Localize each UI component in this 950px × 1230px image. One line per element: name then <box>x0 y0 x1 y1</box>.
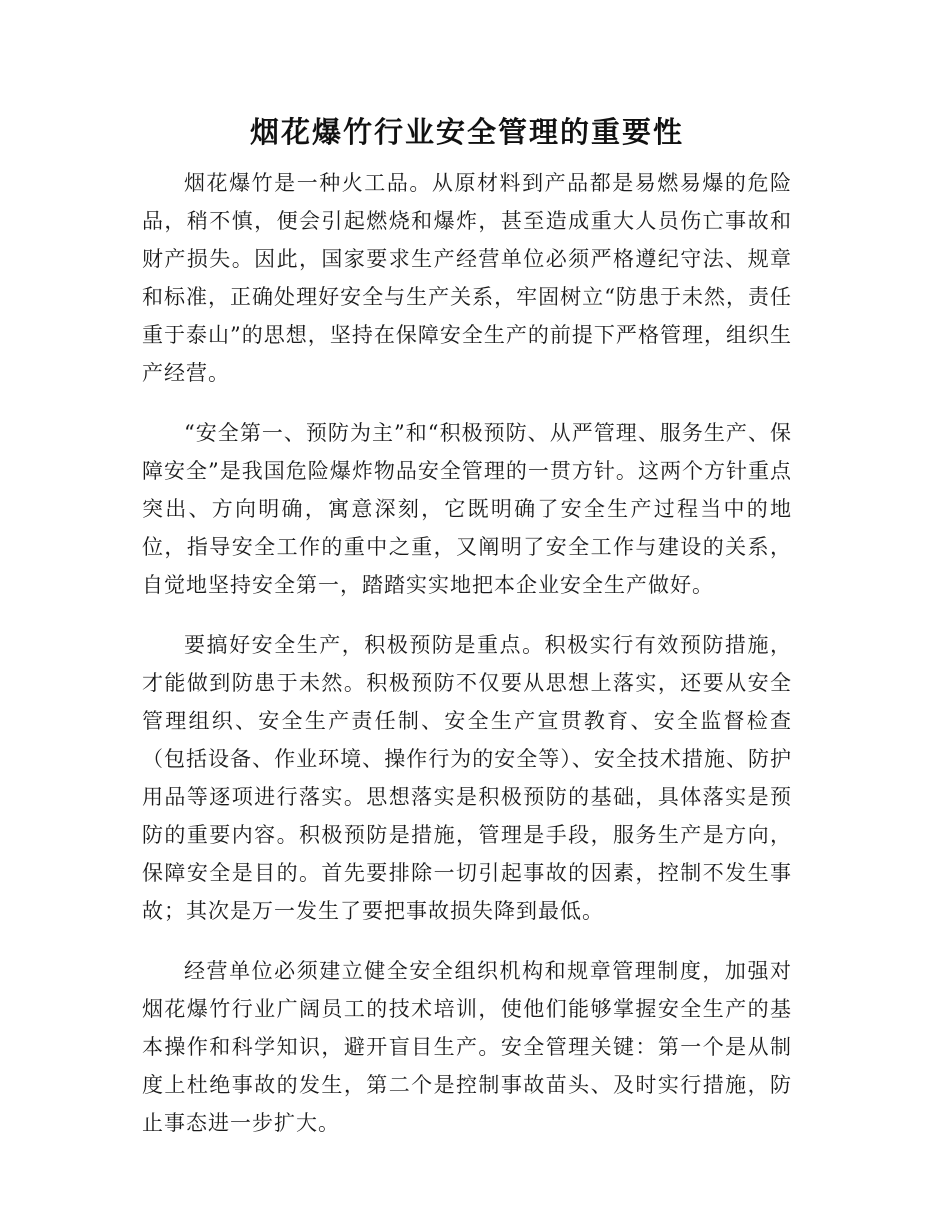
paragraph-3: 要搞好安全生产，积极预防是重点。积极实行有效预防措施，才能做到防患于未然。积极预防不仅要从思想上落实，还要从安全管理组织、安全生产责任制、安全生产宣贯教育、安全监督检查（包括设备、作业环境、操作行为的安全等）、安全技术措施、防护用品等逐项进行落实。思想落实是积极预防的基础，具体落实是预防的重要内容。积极预防是措施，管理是手段，服务生产是方向，保障安全是目的。首先要排除一切引起事故的因素，控制不发生事故；其次是万一发生了要把事故损失降到最低。 <box>142 633 792 923</box>
paragraph-4: 经营单位必须建立健全安全组织机构和规章管理制度，加强对烟花爆竹行业广阔员工的技术培训，使他们能够掌握安全生产的基本操作和科学知识，避开盲目生产。安全管理关键：第一个是从制度上杜绝事故的发生，第二个是控制事故苗头、及时实行措施，防止事态进一步扩大。 <box>142 959 792 1135</box>
document-title: 烟花爆竹行业安全管理的重要性 <box>249 115 684 149</box>
paragraph-2: “安全第一、预防为主”和“积极预防、从严管理、服务生产、保障安全”是我国危险爆炸物品安全管理的一贯方针。这两个方针重点突出、方向明确，寓意深刻，它既明确了安全生产过程当中的地位，指导安全工作的重中之重，又阐明了安全工作与建设的关系，自觉地坚持安全第一，踏踏实实地把本企业安全生产做好。 <box>142 421 792 597</box>
document-page <box>142 110 792 1164</box>
paragraph-1: 烟花爆竹是一种火工品。从原材料到产品都是易燃易爆的危险品，稍不慎，便会引起燃烧和爆炸，甚至造成重大人员伤亡事故和财产损失。因此，国家要求生产经营单位必须严格遵纪守法、规章和标准，正确处理好安全与生产关系，牢固树立“防患于未然，责任重于泰山”的思想，坚持在保障安全生产的前提下严格管理，组织生产经营。 <box>142 171 792 385</box>
